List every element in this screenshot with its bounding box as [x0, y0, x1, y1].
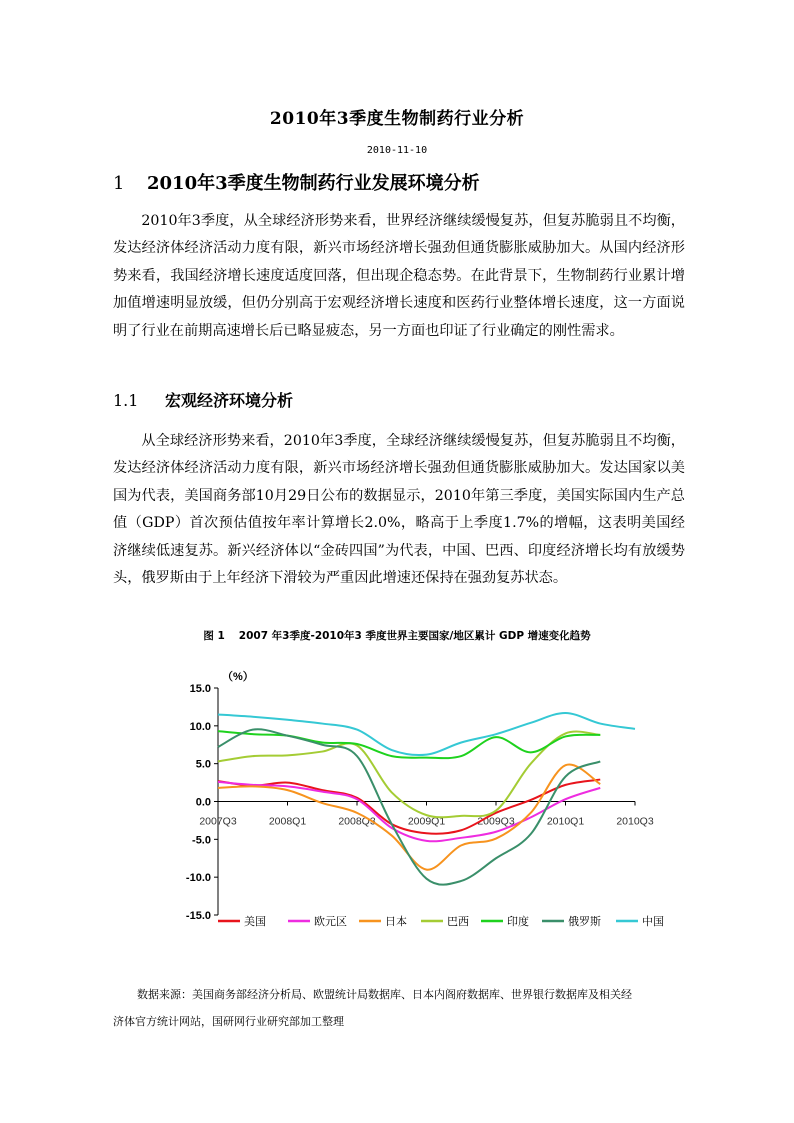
- section-1-1-title: 宏观经济环境分析: [165, 391, 294, 410]
- y-tick-label: 15.0: [189, 683, 211, 695]
- x-tick-label: 2007Q3: [199, 815, 237, 828]
- section-1-1-heading: [113, 388, 293, 411]
- section-1-heading: [113, 169, 480, 195]
- section-1-1-number: 1.1: [113, 391, 139, 410]
- source-note-line-1: 数据来源：美国商务部经济分析局、欧盟统计局数据库、日本内阁府数据库、世界银行数据库及相关经: [137, 988, 632, 1001]
- legend-label-5: 俄罗斯: [568, 916, 601, 928]
- y-tick-label: 0.0: [195, 796, 211, 809]
- legend-label-6: 中国: [642, 916, 664, 928]
- y-axis: [186, 683, 218, 922]
- section-1-1-paragraph: 从全球经济形势来看，2010年3季度，全球经济继续缓慢复苏，但复苏脆弱且不均衡，发达经济体经济活动力度有限，新兴市场经济增长强劲但通货膨胀威胁加大。发达国家以美国为代表，美国商务部10月29日公布的数据显示，2010年第三季度，美国实际国内生产总值（GDP）首次预估值按年率计算增长2.0%，略高于上季度1.7%的增幅，这表明美国经济继续低速复苏。新兴经济体以“金砖四国”为代表，中国、巴西、印度经济增长均有放缓势头，俄罗斯由于上年经济下滑较为严重因此增速还保持在强劲复苏状态。: [113, 433, 685, 587]
- legend-label-1: 欧元区: [314, 916, 347, 928]
- y-tick-label: 5.0: [195, 758, 211, 771]
- legend-label-4: 印度: [507, 916, 529, 928]
- y-axis-unit-label: （%）: [222, 671, 254, 683]
- document-title: 2010年3季度生物制药行业分析: [269, 109, 525, 129]
- x-tick-label: 2008Q1: [268, 815, 307, 828]
- x-tick-label: 2010Q3: [616, 815, 654, 828]
- section-1-number: 1: [113, 173, 125, 194]
- x-tick-label: 2009Q3: [477, 815, 515, 828]
- y-tick-label: -5.0: [192, 834, 211, 847]
- legend-label-3: 巴西: [447, 916, 469, 928]
- document-date: 2010-11-10: [366, 145, 428, 156]
- gdp-growth-chart: [170, 665, 664, 935]
- x-tick-label: 2010Q1: [546, 815, 585, 828]
- figure-number: 图 1: [203, 630, 225, 642]
- series-line-1: [218, 782, 600, 841]
- legend-label-0: 美国: [244, 916, 266, 928]
- figure-caption-text: 2007 年3季度-2010年3 季度世界主要国家/地区累计 GDP 增速变化趋势: [238, 630, 591, 642]
- figure-caption: [0, 628, 794, 643]
- y-tick-label: 10.0: [189, 720, 211, 733]
- series-lines: [218, 713, 635, 885]
- section-1-title: 2010年3季度生物制药行业发展环境分析: [147, 173, 480, 194]
- chart-legend: [218, 914, 664, 928]
- section-1-paragraph: 2010年3季度，从全球经济形势来看，世界经济继续缓慢复苏，但复苏脆弱且不均衡，发达经济体经济活动力度有限，新兴市场经济增长强劲但通货膨胀威胁加大。从国内经济形势来看，我国经济增长速度适度回落，但出现企稳态势。在此背景下，生物制药行业累计增加值增速明显放缓，但仍分别高于宏观经济增长速度和医药行业整体增长速度，这一方面说明了行业在前期高速增长后已略显疲态，另一方面也印证了行业确定的刚性需求。: [113, 213, 685, 339]
- x-tick-label: 2008Q3: [338, 815, 376, 828]
- legend-label-2: 日本: [385, 916, 407, 928]
- y-tick-label: -10.0: [185, 872, 211, 885]
- y-tick-label: -15.0: [185, 910, 211, 922]
- source-note-line-2: 济体官方统计网站，国研网行业研究部加工整理: [113, 1015, 344, 1028]
- x-tick-label: 2009Q1: [407, 815, 446, 828]
- series-line-3: [218, 732, 600, 818]
